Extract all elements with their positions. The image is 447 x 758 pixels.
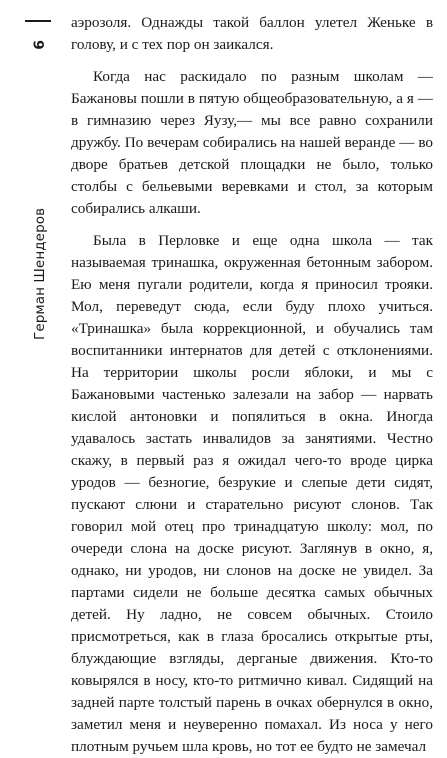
body-text [71, 12, 433, 758]
page-number: 6 [32, 40, 48, 50]
paragraph-1: аэрозоля. Однажды такой баллон улетел Женьке в голову, и с тех пор он заикался. [71, 14, 433, 53]
header-rule [25, 20, 51, 22]
paragraph-3: Была в Перловке и еще одна школа — так называемая тринашка, окруженная бетонным забором. Ею меня пугали родители, когда я приносил трояки. Мол, переведут сюда, если буду плохо учиться. «Тринашка» была коррекционной, и обучались там воспитанники интернатов для детей с отклонениями. На территории школы росли яблоки, и мы с Бажановыми частенько залезали на забор — нарвать кислой антоновки и попялиться в окна. Иногда удавалось застать инвалидов за занятиями. Честно скажу, в первый раз я ожидал чего-то вроде цирка уродов — безногие, безрукие и слепые дети сидят, пускают слюни и старательно рисуют слонов. Так говорил мой отец про тринадцатую школу: мол, по очереди слона на доске рисуют. Заглянув в окно, я, однако, ни уродов, ни слонов на доске не увидел. За партами сидели не больше десятка самых обычных детей. Ну ладно, не совсем обычных. Стоило присмотреться, как в глаза бросались открытые рты, блуждающие взгляды, дерганые движения. Кто-то ковырялся в носу, кто-то ритмично кивал. Сидящий на задней парте толстый парень в очках обернулся в окно, заметил меня и неуверенно помахал. Из носа у него плотным ручьем шла кровь, но тот ее будто не замечал [71, 232, 433, 755]
running-header [22, 40, 54, 340]
author-name: Герман Шендеров [32, 207, 48, 340]
paragraph-2: Когда нас раскидало по разным школам — Бажановы пошли в пятую общеобразовательную, а я — в гимназию через Яузу,— мы все равно сохранили дружбу. По вечерам собирались на нашей веранде — во дворе братьев детской площадки не было, только столбы с бельевыми веревками и стол, за которым собирались алкаши. [71, 68, 433, 217]
